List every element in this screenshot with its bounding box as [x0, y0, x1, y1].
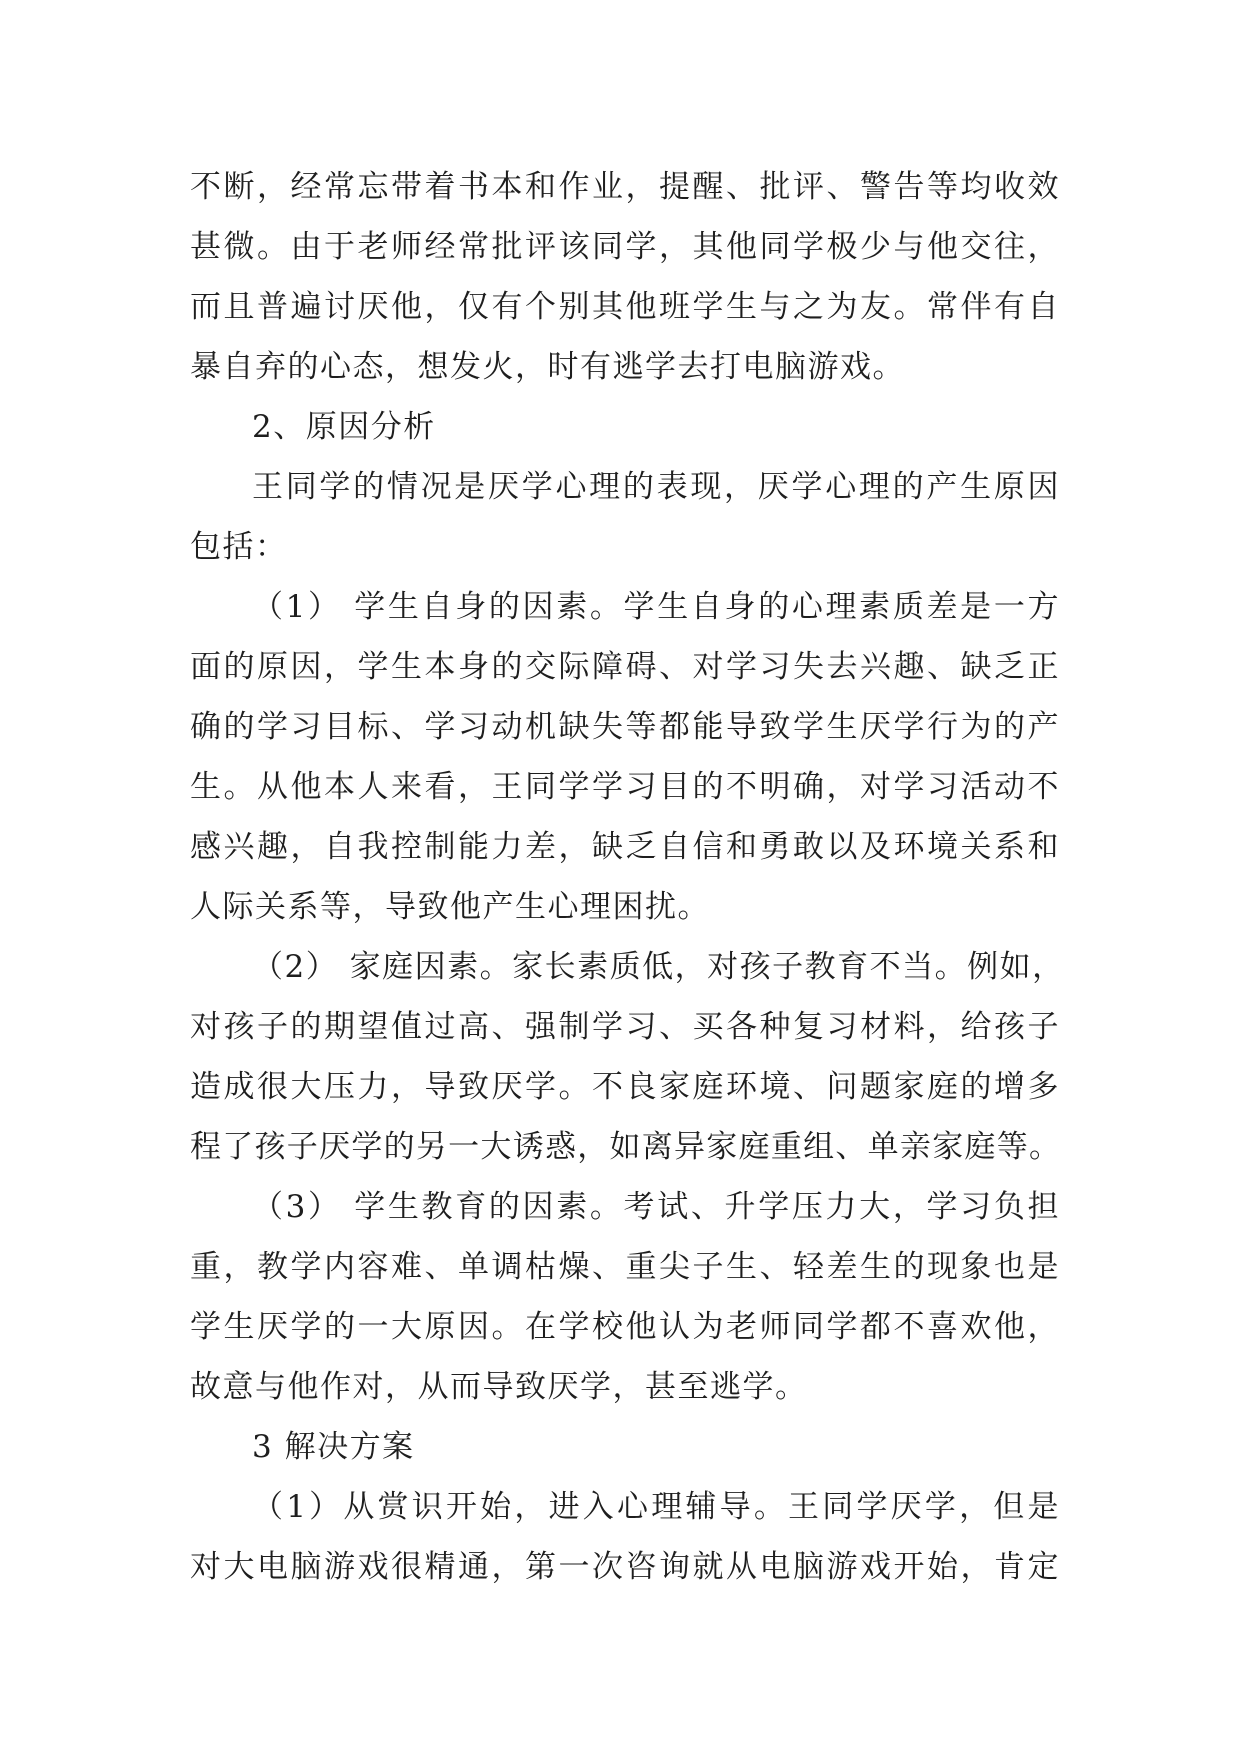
paragraph-line: 造成很大压力，导致厌学。不良家庭环境、问题家庭的增多	[190, 1069, 1060, 1105]
paragraph-line: 感兴趣，自我控制能力差，缺乏自信和勇敢以及环境关系和	[190, 829, 1060, 865]
paragraph-line: 包括：	[190, 529, 288, 565]
paragraph-line: 对大电脑游戏很精通，第一次咨询就从电脑游戏开始，肯定	[190, 1549, 1060, 1585]
paragraph-line: （3） 学生教育的因素。考试、升学压力大，学习负担	[252, 1189, 1060, 1225]
paragraph-line: （2） 家庭因素。家长素质低，对孩子教育不当。例如，	[252, 949, 1065, 985]
paragraph-line: 王同学的情况是厌学心理的表现，厌学心理的产生原因	[252, 469, 1060, 505]
paragraph-line: 暴自弃的心态，想发火，时有逃学去打电脑游戏。	[190, 349, 905, 385]
section-heading: 2、原因分析	[252, 409, 436, 445]
paragraph-line: 学生厌学的一大原因。在学校他认为老师同学都不喜欢他，	[190, 1309, 1060, 1345]
paragraph-line: 而且普遍讨厌他，仅有个别其他班学生与之为友。常伴有自	[190, 289, 1060, 325]
paragraph-line: （1）从赏识开始，进入心理辅导。王同学厌学，但是	[252, 1489, 1060, 1525]
paragraph-line: 确的学习目标、学习动机缺失等都能导致学生厌学行为的产	[190, 709, 1060, 745]
paragraph-line: 程了孩子厌学的另一大诱惑，如离异家庭重组、单亲家庭等。	[190, 1129, 1060, 1165]
section-heading: 3 解决方案	[252, 1429, 415, 1465]
paragraph-line: 不断，经常忘带着书本和作业，提醒、批评、警告等均收效	[190, 169, 1060, 205]
paragraph-line: 故意与他作对，从而导致厌学，甚至逃学。	[190, 1369, 808, 1405]
paragraph-line: 人际关系等，导致他产生心理困扰。	[190, 889, 710, 925]
paragraph-line: （1） 学生自身的因素。学生自身的心理素质差是一方	[252, 589, 1060, 625]
paragraph-line: 重，教学内容难、单调枯燥、重尖子生、轻差生的现象也是	[190, 1249, 1060, 1285]
paragraph-line: 面的原因，学生本身的交际障碍、对学习失去兴趣、缺乏正	[190, 649, 1060, 685]
paragraph-line: 甚微。由于老师经常批评该同学，其他同学极少与他交往，	[190, 229, 1060, 265]
paragraph-line: 生。从他本人来看，王同学学习目的不明确，对学习活动不	[190, 769, 1060, 805]
paragraph-line: 对孩子的期望值过高、强制学习、买各种复习材料，给孩子	[190, 1009, 1060, 1045]
